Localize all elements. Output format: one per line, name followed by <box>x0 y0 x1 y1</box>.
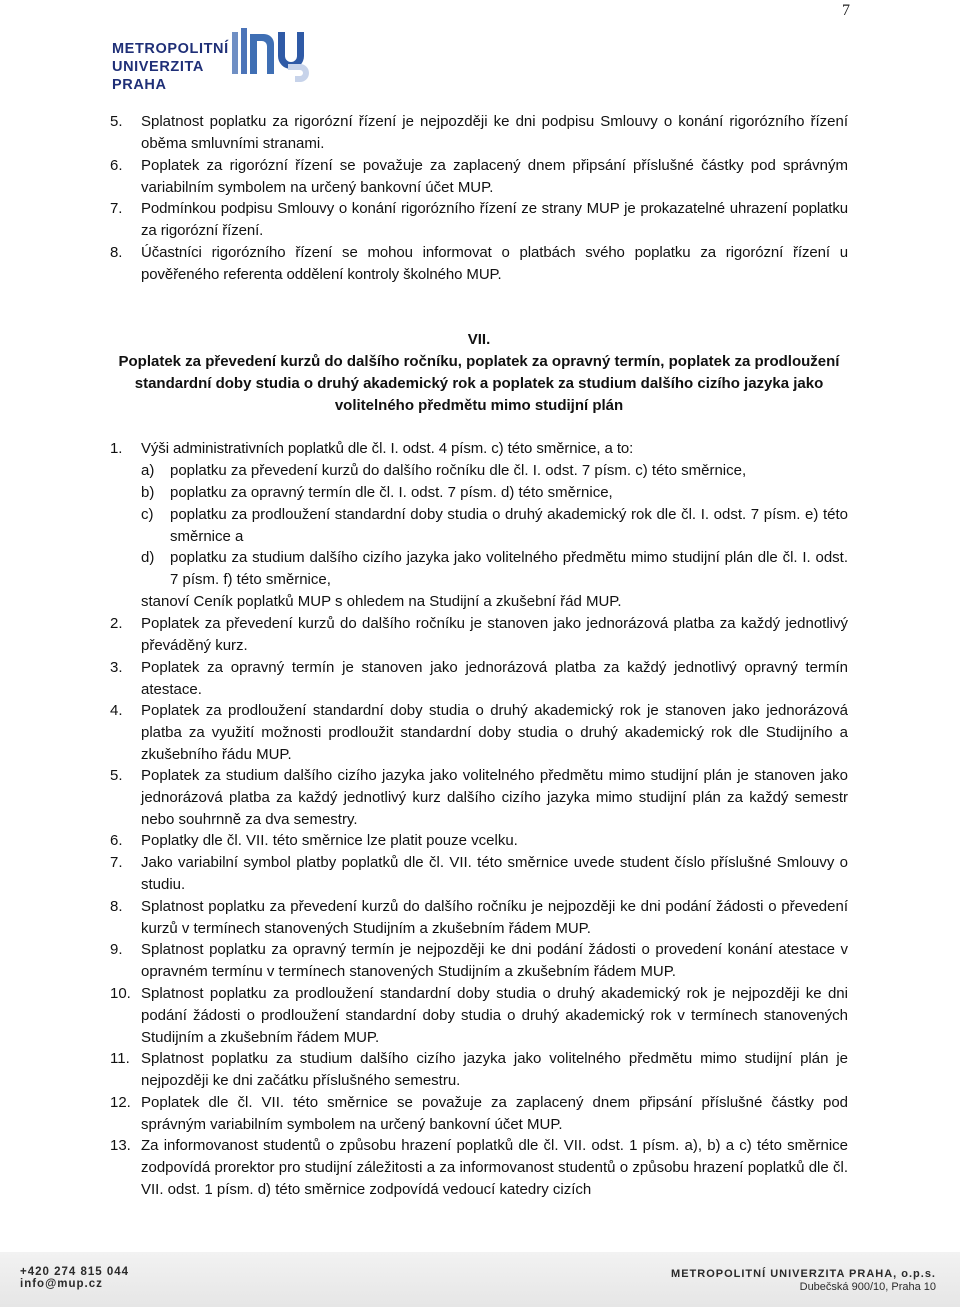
list-item-text: Poplatek za rigorózní řízení se považuje za zaplacený dnem připsání příslušné částky pod správným variabilním symbolem na určený bankovní účet MUP. <box>141 157 848 196</box>
list-item <box>110 155 848 199</box>
logo-line-1: METROPOLITNÍ <box>112 41 229 57</box>
mup-logo-mark-icon <box>230 22 310 84</box>
list-item-text: Poplatek dle čl. VII. této směrnice se považuje za zaplacený dnem připsání příslušné částky pod správným variabilním symbolem na určený bankovní účet MUP. <box>141 1094 848 1133</box>
list-item <box>110 939 848 983</box>
list-item-text: Splatnost poplatku za prodloužení standardní doby studia o druhý akademický rok je nejpozději ke dni podání žádosti o prodloužení standardní doby studia o druhý akademický rok v termínech stanovených Studijním a zkušebním řádem MUP. <box>141 985 848 1046</box>
list-item <box>110 830 848 852</box>
list-item-number: 10. <box>110 985 131 1002</box>
list-item-number: 2. <box>110 615 123 632</box>
list-item <box>110 896 848 940</box>
page-number: 7 <box>842 2 850 19</box>
list-item <box>110 852 848 896</box>
list-item <box>110 700 848 765</box>
sub-item-text: poplatku za studium dalšího cizího jazyka jako volitelného předmětu mimo studijní plán dle čl. I. odst. 7 písm. f) této směrnice, <box>170 549 848 588</box>
list-item-text: Výši administrativních poplatků dle čl. I. odst. 4 písm. c) této směrnice, a to: <box>141 440 634 457</box>
section-title: Poplatek za převedení kurzů do dalšího ročníku, poplatek za opravný termín, poplatek za prodloužení standardní doby studia o druhý akademický rok a poplatek za studium dalšího cizího jazyka jako volitelného předmětu mimo studijní plán <box>118 353 840 414</box>
list-item-number: 8. <box>110 898 123 915</box>
section-number: VII. <box>467 331 491 348</box>
list-item-text: Jako variabilní symbol platby poplatků dle čl. VII. této směrnice uvede student číslo příslušné Smlouvy o studiu. <box>141 854 848 893</box>
sub-item-letter: d) <box>141 549 155 566</box>
footer-phone: +420 274 815 044 <box>20 1266 130 1278</box>
list-item <box>110 765 848 830</box>
sub-item <box>141 482 848 504</box>
list-item-number: 7. <box>110 854 123 871</box>
list-item-number: 13. <box>110 1137 131 1154</box>
footer-address-block <box>671 1268 936 1294</box>
sub-item-text: poplatku za převedení kurzů do dalšího ročníku dle čl. I. odst. 7 písm. c) této směrnice, <box>170 462 747 479</box>
footer-email: info@mup.cz <box>20 1278 103 1290</box>
list-item-number: 9. <box>110 941 123 958</box>
page-footer <box>0 1252 960 1307</box>
list-item-text: Za informovanost studentů o způsobu hrazení poplatků dle čl. VII. odst. 1 písm. a), b) a c) této směrnice zodpovídá prorektor pro studijní záležitosti a za informovanost studentů o způsobu hrazení poplatků dle čl. VII. odst. 1 písm. d) této směrnice zodpovídá vedoucí katedry cizích <box>141 1137 848 1198</box>
list-item-text: Poplatek za převedení kurzů do dalšího ročníku je stanoven jako jednorázová platba za každý jednotlivý převáděný kurz. <box>141 615 848 654</box>
list-item-number: 12. <box>110 1094 131 1111</box>
list-item-text: Podmínkou podpisu Smlouvy o konání rigorózního řízení ze strany MUP je prokazatelné uhrazení poplatku za rigorózní řízení. <box>141 200 848 239</box>
list-item-text: Poplatek za studium dalšího cizího jazyka jako volitelného předmětu mimo studijní plán je stanoven jako jednorázová platba za každý jednotlivý kurz dalšího cizího jazyka mimo studijní plán za každý semestr nebo souhrnně za dva semestry. <box>141 767 848 828</box>
sub-item-text: poplatku za prodloužení standardní doby studia o druhý akademický rok dle čl. I. odst. 7 písm. e) této směrnice a <box>170 506 848 545</box>
list-item <box>110 657 848 701</box>
logo-line-2: UNIVERZITA PRAHA <box>112 59 204 93</box>
list-item-number: 5. <box>110 113 123 130</box>
list-item <box>110 1092 848 1136</box>
list-item-text: Poplatek za prodloužení standardní doby studia o druhý akademický rok je stanoven jako jednorázová platba za využití možnosti prodloužit standardní doby studia o druhý akademický rok dle Studijního a zkušebního řádu MUP. <box>141 702 848 763</box>
sub-item-letter: c) <box>141 506 154 523</box>
footer-contact <box>20 1266 129 1290</box>
list-item <box>110 1048 848 1092</box>
list-item-text: Poplatek za opravný termín je stanoven jako jednorázová platba za každý jednotlivý opravný termín atestace. <box>141 659 848 698</box>
list-item <box>110 438 848 460</box>
list-item-text: Splatnost poplatku za opravný termín je nejpozději ke dni podání žádosti o provedení konání atestace v opravném termínu v termínech stanovených Studijním a zkušebním řádem MUP. <box>141 941 848 980</box>
list-item-text: Splatnost poplatku za studium dalšího cizího jazyka jako volitelného předmětu mimo studijní plán je nejpozději ke dni začátku příslušného semestru. <box>141 1050 848 1089</box>
list-item-outro <box>141 591 848 613</box>
sub-item <box>141 504 848 548</box>
sub-item <box>141 460 848 482</box>
logo-text <box>112 40 229 94</box>
list-item-number: 4. <box>110 702 123 719</box>
sub-item <box>141 547 848 591</box>
list-item-number: 8. <box>110 244 123 261</box>
list-item-number: 5. <box>110 767 123 784</box>
list-item-outro-text: stanoví Ceník poplatků MUP s ohledem na Studijní a zkušební řád MUP. <box>141 593 622 610</box>
list-item-text: Splatnost poplatku za převedení kurzů do dalšího ročníku je nejpozději ke dni podání žádosti o převedení kurzů v termínech stanovených Studijním a zkušebním řádem MUP. <box>141 898 848 937</box>
sub-item-letter: a) <box>141 462 155 479</box>
list-item-number: 7. <box>110 200 123 217</box>
footer-org-name: METROPOLITNÍ UNIVERZITA PRAHA, o.p.s. <box>671 1268 936 1280</box>
list-item-number: 6. <box>110 832 123 849</box>
list-item-text: Poplatky dle čl. VII. této směrnice lze platit pouze vcelku. <box>141 832 518 849</box>
list-item-text: Splatnost poplatku za rigorózní řízení je nejpozději ke dni podpisu Smlouvy o konání rigorózního řízení oběma smluvními stranami. <box>141 113 848 152</box>
list-item-number: 11. <box>110 1050 130 1067</box>
list-item <box>110 1135 848 1200</box>
list-item-number: 6. <box>110 157 123 174</box>
list-item <box>110 242 848 286</box>
footer-address: Dubečská 900/10, Praha 10 <box>799 1281 936 1293</box>
list-item <box>110 983 848 1048</box>
list-item-number: 1. <box>110 440 123 457</box>
list-item <box>110 613 848 657</box>
list-item-number: 3. <box>110 659 123 676</box>
list-item <box>110 198 848 242</box>
list-item <box>110 111 848 155</box>
list-item-text: Účastníci rigorózního řízení se mohou informovat o platbách svého poplatku za rigorózní řízení u pověřeného referenta oddělení kontroly školného MUP. <box>141 244 848 283</box>
sub-item-letter: b) <box>141 484 155 501</box>
sub-item-text: poplatku za opravný termín dle čl. I. odst. 7 písm. d) této směrnice, <box>170 484 613 501</box>
